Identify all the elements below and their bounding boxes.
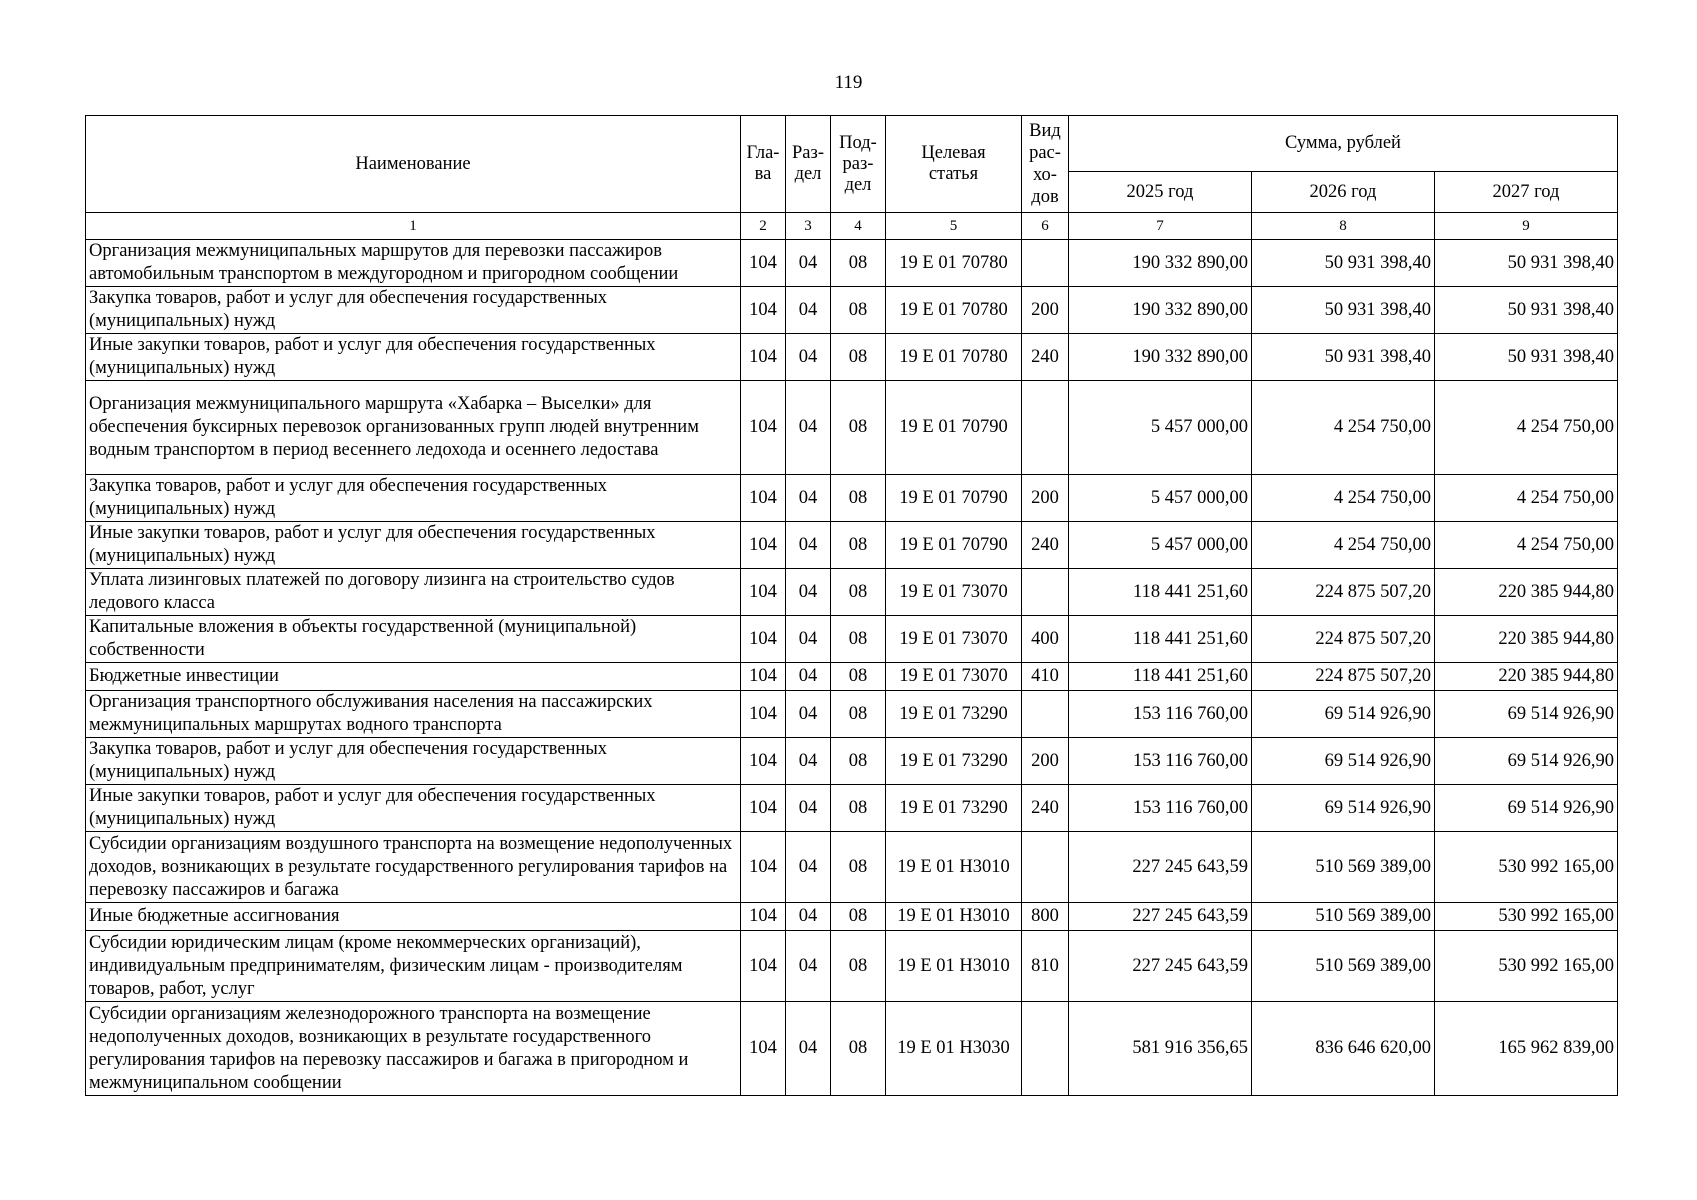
row-sum-2027: 530 992 165,00	[1435, 832, 1618, 903]
header-summa: Сумма, рублей	[1069, 116, 1618, 172]
row-podrazdel: 08	[831, 738, 886, 785]
row-glava: 104	[741, 832, 786, 903]
row-razdel: 04	[786, 240, 831, 287]
row-podrazdel: 08	[831, 334, 886, 381]
row-sum-2027: 530 992 165,00	[1435, 931, 1618, 1002]
column-number: 9	[1435, 213, 1618, 240]
column-number: 5	[886, 213, 1022, 240]
row-podrazdel: 08	[831, 616, 886, 663]
row-sum-2027: 530 992 165,00	[1435, 903, 1618, 931]
row-sum-2027: 4 254 750,00	[1435, 381, 1618, 475]
row-glava: 104	[741, 931, 786, 1002]
header-podrazdel: Под- раз- дел	[831, 116, 886, 213]
row-sum-2025: 118 441 251,60	[1069, 663, 1252, 691]
row-sum-2027: 220 385 944,80	[1435, 616, 1618, 663]
row-podrazdel: 08	[831, 569, 886, 616]
row-sum-2025: 5 457 000,00	[1069, 475, 1252, 522]
row-tselevaya-statya: 19 Е 01 Н3030	[886, 1002, 1022, 1096]
table-row	[86, 287, 1618, 334]
row-sum-2026: 836 646 620,00	[1252, 1002, 1435, 1096]
table-row	[86, 475, 1618, 522]
row-glava: 104	[741, 1002, 786, 1096]
column-number: 1	[86, 213, 741, 240]
column-number: 6	[1022, 213, 1069, 240]
row-vid-rashodov: 200	[1022, 738, 1069, 785]
row-tselevaya-statya: 19 Е 01 70780	[886, 287, 1022, 334]
table-row	[86, 903, 1618, 931]
row-sum-2027: 69 514 926,90	[1435, 691, 1618, 738]
row-sum-2026: 510 569 389,00	[1252, 903, 1435, 931]
row-tselevaya-statya: 19 Е 01 73070	[886, 569, 1022, 616]
row-vid-rashodov: 410	[1022, 663, 1069, 691]
row-sum-2025: 153 116 760,00	[1069, 785, 1252, 832]
row-glava: 104	[741, 522, 786, 569]
row-name: Субсидии организациям железнодорожного транспорта на возмещение недополученных доходов, возникающих в результате государственного регулирования тарифов на перевозку пассажиров и багажа в пригородном и межмуниципальном сообщении	[86, 1002, 741, 1096]
table-row	[86, 691, 1618, 738]
header-tselevaya-statya: Целевая статья	[886, 116, 1022, 213]
row-tselevaya-statya: 19 Е 01 Н3010	[886, 832, 1022, 903]
row-sum-2026: 4 254 750,00	[1252, 381, 1435, 475]
row-sum-2025: 153 116 760,00	[1069, 738, 1252, 785]
row-sum-2025: 190 332 890,00	[1069, 240, 1252, 287]
row-name: Капитальные вложения в объекты государственной (муниципальной) собственности	[86, 616, 741, 663]
row-podrazdel: 08	[831, 287, 886, 334]
row-sum-2026: 69 514 926,90	[1252, 691, 1435, 738]
row-podrazdel: 08	[831, 903, 886, 931]
row-podrazdel: 08	[831, 240, 886, 287]
row-name: Субсидии юридическим лицам (кроме некоммерческих организаций), индивидуальным предпринимателям, физическим лицам - производителям товаров, работ, услуг	[86, 931, 741, 1002]
row-vid-rashodov	[1022, 1002, 1069, 1096]
row-razdel: 04	[786, 381, 831, 475]
table-row	[86, 381, 1618, 475]
row-sum-2025: 581 916 356,65	[1069, 1002, 1252, 1096]
row-sum-2026: 50 931 398,40	[1252, 287, 1435, 334]
row-sum-2026: 510 569 389,00	[1252, 832, 1435, 903]
row-vid-rashodov: 800	[1022, 903, 1069, 931]
row-sum-2026: 69 514 926,90	[1252, 738, 1435, 785]
row-tselevaya-statya: 19 Е 01 73070	[886, 616, 1022, 663]
row-name: Субсидии организациям воздушного транспорта на возмещение недополученных доходов, возникающих в результате государственного регулирования тарифов на перевозку пассажиров и багажа	[86, 832, 741, 903]
row-sum-2025: 227 245 643,59	[1069, 931, 1252, 1002]
row-podrazdel: 08	[831, 785, 886, 832]
row-sum-2026: 224 875 507,20	[1252, 663, 1435, 691]
row-razdel: 04	[786, 931, 831, 1002]
row-podrazdel: 08	[831, 475, 886, 522]
header-year-2025: 2025 год	[1069, 172, 1252, 213]
row-glava: 104	[741, 381, 786, 475]
row-sum-2025: 5 457 000,00	[1069, 522, 1252, 569]
row-glava: 104	[741, 738, 786, 785]
row-sum-2027: 165 962 839,00	[1435, 1002, 1618, 1096]
row-vid-rashodov: 240	[1022, 785, 1069, 832]
row-name: Закупка товаров, работ и услуг для обеспечения государственных (муниципальных) нужд	[86, 738, 741, 785]
row-sum-2026: 4 254 750,00	[1252, 522, 1435, 569]
row-name: Иные закупки товаров, работ и услуг для обеспечения государственных (муниципальных) нужд	[86, 522, 741, 569]
row-tselevaya-statya: 19 Е 01 Н3010	[886, 903, 1022, 931]
column-number: 3	[786, 213, 831, 240]
budget-table	[85, 115, 1618, 1096]
table-row	[86, 616, 1618, 663]
column-number-row	[86, 213, 1618, 240]
row-sum-2027: 220 385 944,80	[1435, 569, 1618, 616]
row-podrazdel: 08	[831, 381, 886, 475]
row-tselevaya-statya: 19 Е 01 70790	[886, 381, 1022, 475]
table-row	[86, 334, 1618, 381]
table-body	[86, 240, 1618, 1096]
row-razdel: 04	[786, 475, 831, 522]
header-razdel: Раз- дел	[786, 116, 831, 213]
row-razdel: 04	[786, 832, 831, 903]
row-sum-2025: 227 245 643,59	[1069, 903, 1252, 931]
row-tselevaya-statya: 19 Е 01 70780	[886, 240, 1022, 287]
column-number: 8	[1252, 213, 1435, 240]
row-sum-2027: 50 931 398,40	[1435, 334, 1618, 381]
row-sum-2025: 118 441 251,60	[1069, 569, 1252, 616]
row-tselevaya-statya: 19 Е 01 70790	[886, 522, 1022, 569]
row-razdel: 04	[786, 1002, 831, 1096]
row-sum-2027: 69 514 926,90	[1435, 785, 1618, 832]
row-glava: 104	[741, 785, 786, 832]
table-row	[86, 522, 1618, 569]
row-podrazdel: 08	[831, 1002, 886, 1096]
row-razdel: 04	[786, 663, 831, 691]
table-row	[86, 240, 1618, 287]
row-sum-2027: 220 385 944,80	[1435, 663, 1618, 691]
row-glava: 104	[741, 616, 786, 663]
row-podrazdel: 08	[831, 663, 886, 691]
row-name: Закупка товаров, работ и услуг для обеспечения государственных (муниципальных) нужд	[86, 475, 741, 522]
row-sum-2025: 190 332 890,00	[1069, 334, 1252, 381]
row-name: Иные закупки товаров, работ и услуг для обеспечения государственных (муниципальных) нужд	[86, 334, 741, 381]
row-glava: 104	[741, 691, 786, 738]
row-tselevaya-statya: 19 Е 01 73070	[886, 663, 1022, 691]
row-name: Организация транспортного обслуживания населения на пассажирских межмуниципальных маршрутах водного транспорта	[86, 691, 741, 738]
row-name: Организация межмуниципальных маршрутов для перевозки пассажиров автомобильным транспортом в междугородном и пригородном сообщении	[86, 240, 741, 287]
table-row	[86, 785, 1618, 832]
row-sum-2026: 4 254 750,00	[1252, 475, 1435, 522]
row-razdel: 04	[786, 569, 831, 616]
row-glava: 104	[741, 334, 786, 381]
table-row	[86, 832, 1618, 903]
row-razdel: 04	[786, 903, 831, 931]
row-sum-2025: 118 441 251,60	[1069, 616, 1252, 663]
row-tselevaya-statya: 19 Е 01 70780	[886, 334, 1022, 381]
row-vid-rashodov: 240	[1022, 522, 1069, 569]
row-razdel: 04	[786, 785, 831, 832]
table-header	[86, 116, 1618, 240]
column-number: 4	[831, 213, 886, 240]
row-tselevaya-statya: 19 Е 01 70790	[886, 475, 1022, 522]
header-year-2027: 2027 год	[1435, 172, 1618, 213]
table-row	[86, 569, 1618, 616]
row-name: Уплата лизинговых платежей по договору лизинга на строительство судов ледового класса	[86, 569, 741, 616]
row-podrazdel: 08	[831, 522, 886, 569]
row-sum-2026: 50 931 398,40	[1252, 334, 1435, 381]
header-year-2026: 2026 год	[1252, 172, 1435, 213]
row-glava: 104	[741, 903, 786, 931]
row-sum-2027: 69 514 926,90	[1435, 738, 1618, 785]
row-razdel: 04	[786, 691, 831, 738]
row-razdel: 04	[786, 522, 831, 569]
table-row	[86, 931, 1618, 1002]
row-glava: 104	[741, 240, 786, 287]
row-vid-rashodov: 810	[1022, 931, 1069, 1002]
row-glava: 104	[741, 663, 786, 691]
column-number: 2	[741, 213, 786, 240]
row-tselevaya-statya: 19 Е 01 Н3010	[886, 931, 1022, 1002]
row-sum-2027: 4 254 750,00	[1435, 522, 1618, 569]
row-sum-2025: 5 457 000,00	[1069, 381, 1252, 475]
header-vid-rashodov: Вид рас- хо- дов	[1022, 116, 1069, 213]
row-vid-rashodov	[1022, 569, 1069, 616]
row-name: Бюджетные инвестиции	[86, 663, 741, 691]
table-row	[86, 663, 1618, 691]
row-sum-2026: 510 569 389,00	[1252, 931, 1435, 1002]
row-vid-rashodov: 200	[1022, 287, 1069, 334]
row-name: Иные закупки товаров, работ и услуг для обеспечения государственных (муниципальных) нужд	[86, 785, 741, 832]
row-name: Закупка товаров, работ и услуг для обеспечения государственных (муниципальных) нужд	[86, 287, 741, 334]
row-sum-2025: 153 116 760,00	[1069, 691, 1252, 738]
row-sum-2027: 50 931 398,40	[1435, 240, 1618, 287]
row-tselevaya-statya: 19 Е 01 73290	[886, 738, 1022, 785]
row-sum-2026: 224 875 507,20	[1252, 569, 1435, 616]
row-tselevaya-statya: 19 Е 01 73290	[886, 691, 1022, 738]
column-number: 7	[1069, 213, 1252, 240]
row-podrazdel: 08	[831, 931, 886, 1002]
row-sum-2026: 50 931 398,40	[1252, 240, 1435, 287]
row-vid-rashodov: 200	[1022, 475, 1069, 522]
header-name: Наименование	[86, 116, 741, 213]
row-sum-2026: 69 514 926,90	[1252, 785, 1435, 832]
table-row	[86, 738, 1618, 785]
row-glava: 104	[741, 475, 786, 522]
row-vid-rashodov	[1022, 381, 1069, 475]
row-name: Организация межмуниципального маршрута «Хабарка – Выселки» для обеспечения буксирных перевозок организованных групп людей внутренним водным транспортом в период весеннего ледохода и осеннего ледостава	[86, 381, 741, 475]
row-vid-rashodov	[1022, 832, 1069, 903]
row-razdel: 04	[786, 616, 831, 663]
row-vid-rashodov	[1022, 240, 1069, 287]
row-glava: 104	[741, 569, 786, 616]
header-glava: Гла- ва	[741, 116, 786, 213]
page-number: 119	[834, 72, 863, 93]
row-vid-rashodov: 400	[1022, 616, 1069, 663]
row-podrazdel: 08	[831, 832, 886, 903]
row-razdel: 04	[786, 287, 831, 334]
row-sum-2027: 50 931 398,40	[1435, 287, 1618, 334]
row-tselevaya-statya: 19 Е 01 73290	[886, 785, 1022, 832]
row-sum-2025: 190 332 890,00	[1069, 287, 1252, 334]
row-glava: 104	[741, 287, 786, 334]
row-sum-2027: 4 254 750,00	[1435, 475, 1618, 522]
row-name: Иные бюджетные ассигнования	[86, 903, 741, 931]
row-vid-rashodov	[1022, 691, 1069, 738]
row-razdel: 04	[786, 334, 831, 381]
table-row	[86, 1002, 1618, 1096]
row-razdel: 04	[786, 738, 831, 785]
row-vid-rashodov: 240	[1022, 334, 1069, 381]
row-podrazdel: 08	[831, 691, 886, 738]
row-sum-2026: 224 875 507,20	[1252, 616, 1435, 663]
row-sum-2025: 227 245 643,59	[1069, 832, 1252, 903]
